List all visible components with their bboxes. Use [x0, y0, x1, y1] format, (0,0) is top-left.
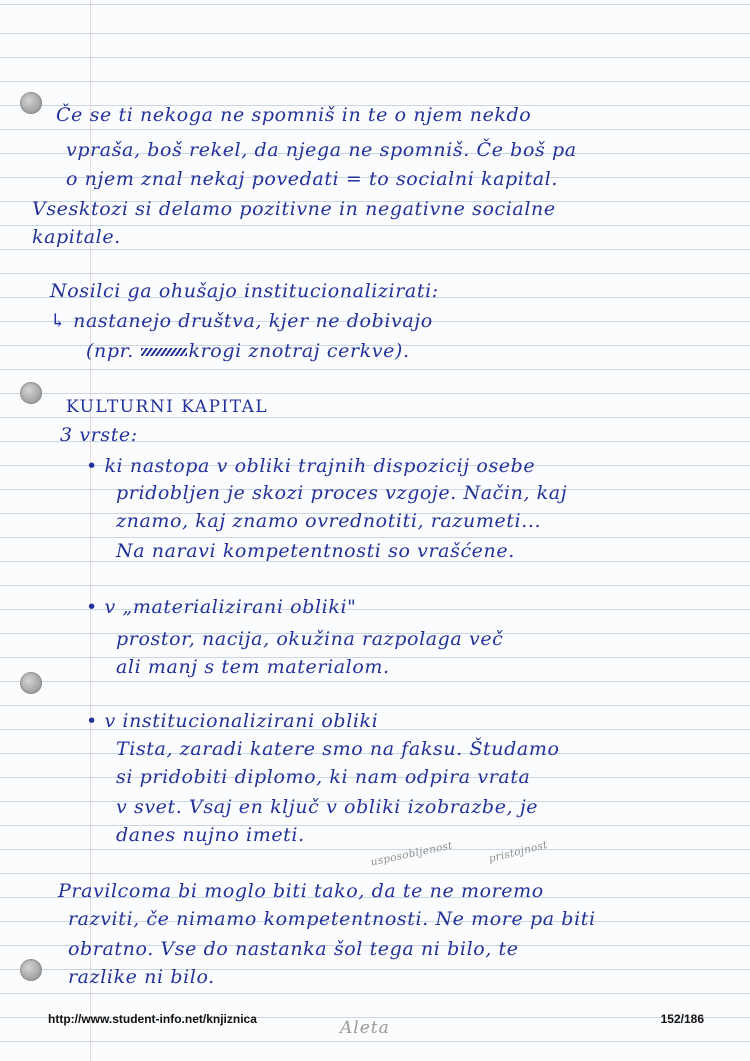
handwritten-line: (npr. krogi znotraj cerkve). — [86, 340, 410, 362]
handwritten-line: o njem znal nekaj povedati = to socialni kapital. — [66, 168, 558, 190]
pencil-note: usposobljenost — [369, 839, 454, 869]
handwritten-line: Pravilcoma bi moglo biti tako, da te ne moremo — [58, 880, 544, 902]
handwritten-line: vpraša, boš rekel, da njega ne spomniš. Če boš pa — [66, 139, 577, 161]
handwritten-line: Če se ti nekoga ne spomniš in te o njem nekdo — [56, 104, 532, 126]
handwritten-line: prostor, nacija, okužina razpolaga več — [116, 628, 504, 650]
handwritten-line: si pridobiti diplomo, ki nam odpira vrata — [116, 766, 531, 788]
handwritten-line: • ki nastopa v obliki trajnih dispozicij osebe — [86, 455, 536, 477]
punch-hole — [20, 959, 42, 981]
handwritten-line: obratno. Vse do nastanka šol tega ni bilo, te — [68, 938, 519, 960]
handwritten-line: • v institucionalizirani obliki — [86, 710, 379, 732]
handwritten-line: ↳ nastanejo društva, kjer ne dobivajo — [50, 310, 433, 332]
handwritten-line: • v „materializirani obliki" — [86, 596, 357, 618]
handwritten-line: razviti, če nimamo kompetentnosti. Ne more pa biti — [68, 908, 596, 930]
handwritten-line: razlike ni bilo. — [68, 966, 215, 988]
handwritten-line: Vsesktozi si delamo pozitivne in negativne socialne — [32, 198, 556, 220]
section-heading: KULTURNI KAPITAL — [66, 397, 269, 417]
pencil-note: pristojnost — [487, 838, 549, 866]
punch-hole — [20, 92, 42, 114]
handwritten-line: znamo, kaj znamo ovrednotiti, razumeti... — [116, 510, 542, 532]
scribbled-out-word — [141, 348, 187, 356]
brand-logo: Aleta — [340, 1018, 390, 1038]
handwritten-line: danes nujno imeti. — [116, 824, 305, 846]
footer-url: http://www.student-info.net/knjiznica — [48, 1012, 257, 1026]
punch-hole — [20, 382, 42, 404]
handwritten-line: 3 vrste: — [60, 424, 138, 446]
handwritten-line: v svet. Vsaj en ključ v obliki izobrazbe, je — [116, 796, 539, 818]
handwritten-line: kapitale. — [32, 226, 121, 248]
handwritten-line: ali manj s tem materialom. — [116, 656, 390, 678]
handwritten-line: Tista, zaradi katere smo na faksu. Študamo — [116, 738, 560, 760]
punch-hole — [20, 672, 42, 694]
handwritten-line: pridobljen je skozi proces vzgoje. Način, kaj — [116, 482, 568, 504]
handwritten-line: Nosilci ga ohušajo institucionalizirati: — [50, 280, 439, 302]
page-number: 152/186 — [660, 1012, 704, 1026]
handwritten-line: Na naravi kompetentnosti so vrašćene. — [116, 540, 515, 562]
